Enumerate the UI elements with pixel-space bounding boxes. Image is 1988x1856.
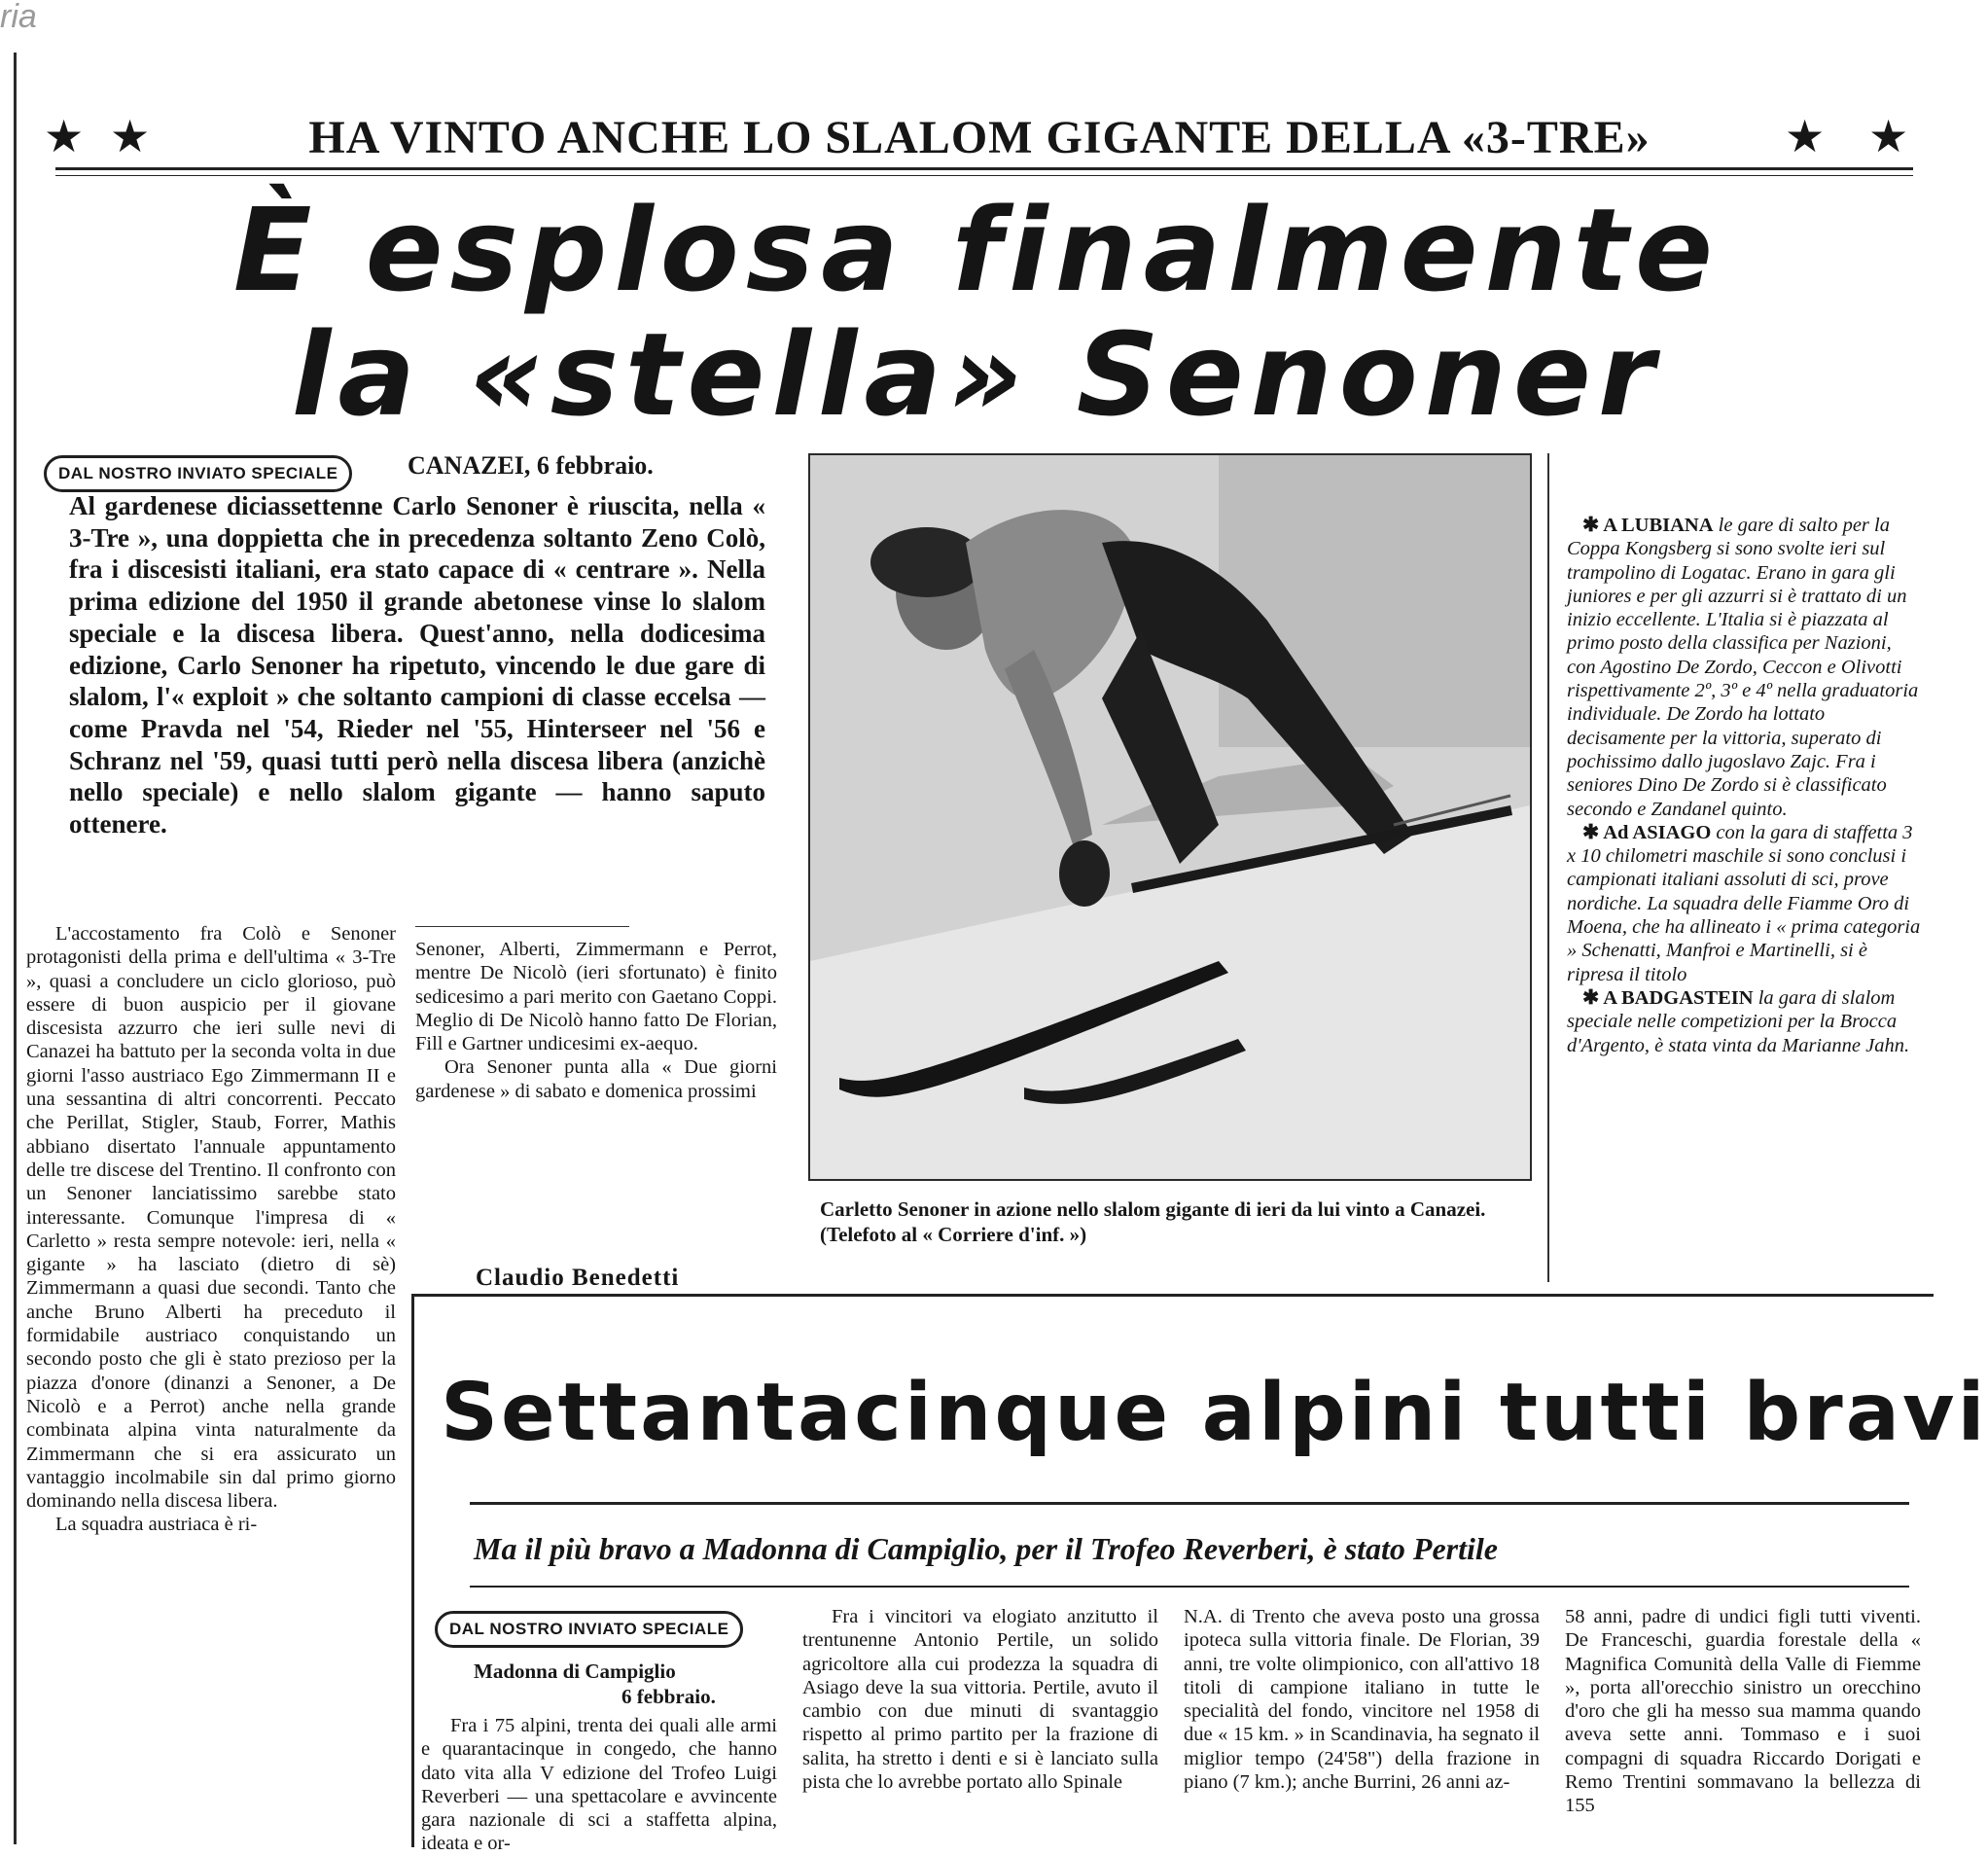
star-icon: ★ <box>44 112 85 161</box>
star-icon: ★ <box>110 112 151 161</box>
skier-photo-illustration <box>810 455 1530 1179</box>
body-column-2 <box>415 938 777 1103</box>
byline-badge: DAL NOSTRO INVIATO SPECIALE <box>44 455 352 492</box>
body-column-1 <box>26 922 396 1838</box>
briefs-divider <box>1547 453 1549 1282</box>
star-icon: ★ <box>1785 112 1826 161</box>
brief-place: Ad ASIAGO <box>1603 821 1712 843</box>
second-headline: Settantacinque alpini tutti bravi <box>441 1367 1988 1459</box>
second-column-1: Fra i 75 alpini, trenta dei quali alle armi e quarantacinque in congedo, che hanno dato vita alla V edizione del Trofeo Luigi Reverberi — una spettacolare e avvincente gara nazionale di sci a staffetta alpina, ideata e or- <box>421 1715 777 1855</box>
brief-text: con la gara di staffetta 3 x 10 chilometri maschile si sono conclusi i campionati italiani assoluti di sci, prove nordiche. La squadra delle Fiamme Oro di Moena, che ha allineato i « prima categoria » Schenatti, Manfroi e Martinelli, si è ripresa il titolo <box>1567 821 1921 985</box>
second-column-3: N.A. di Trento che aveva posto una grossa ipoteca sulla vittoria finale. De Florian, 39 anni, tre volte olimpionico, con all'attivo 18 titoli di campione italiano in tutte le specialità del fondo, vincitore nel 1958 di due « 15 km. » in Scandinavia, ha segnato il miglior tempo (24'58") della frazione in piano (7 km.); anche Burrini, 26 anni az- <box>1184 1606 1540 1794</box>
deck-rule-top <box>470 1502 1909 1505</box>
cropped-masthead-fragment: ria <box>0 0 37 35</box>
body-column-2-text: Senoner, Alberti, Zimmermann e Perrot, mentre De Nicolò (ieri sfortunato) è finito sedicesimo a pari merito con Gaetano Coppi. Meglio di De Nicolò hanno fatto De Florian, Fill e Gartner undicesimi ex-aequo. <box>415 939 777 1055</box>
kicker-bar <box>17 107 1936 161</box>
brief-text: le gare di salto per la Coppa Kongsberg si sono svolte ieri sul trampolino di Logatac. Erano in gara gli juniores e per gli azzurri si è trattato di un inizio eccellente. L'Italia si è piazzata al primo posto della classifica per Nazioni, con Agostino De Zordo, Ceccon e Olivotti rispettivamente 2º, 3º e 4º nella graduatoria individuale. De Zordo ha lottato decisamente per la vittoria, superato di pochissimo dallo jugoslavo Zajc. Fra i seniores Dino De Zordo si è classificato secondo e Zandanel quinto. <box>1567 515 1919 820</box>
brief-place: A LUBIANA <box>1603 515 1714 536</box>
body-column-1-text: L'accostamento fra Colò e Senoner protagonisti della prima e dell'ultima « 3-Tre », quasi a concludere un ciclo glorioso, può essere di buon auspicio per il giovane discesista azzurro che ieri sulle nevi di Canazei ha battuto per la seconda volta in due giorni l'asso austriaco Ego Zimmermann II e una sessantina di altri concorrenti. Peccato che Perillat, Stigler, Staub, Forrer, Mathis abbiano disertato l'annuale appuntamento delle tre discese del Trentino. Il confronto con un Senoner lanciatissimo sarebbe stato interessante. Comunque l'impresa di « Carletto » resta sempre notevole: ieri, nella « gigante » ha lasciato (dietro di sè) Zimmermann a quasi due secondi. Tanto che anche Bruno Alberti ha preceduto il formidabile austriaco conquistando un secondo posto che gli è stato prezioso per la piazza d'onore (dinanzi a Senoner, a De Nicolò e a Perrot) anche nella grande combinata alpina vinta naturalmente da Zimmermann che si era assicurato un vantaggio incolmabile sin dal primo giorno dominando nella discesa libera. <box>26 923 396 1513</box>
kicker-text: HA VINTO ANCHE LO SLALOM GIGANTE DELLA «3-TRE» <box>308 112 1651 163</box>
brief-item <box>1567 821 1925 986</box>
brief-bullet-icon: ✱ <box>1582 515 1600 536</box>
headline-line-1: È esplosa finalmente <box>232 183 1721 317</box>
headline-line-2: la «stella» Senoner <box>291 307 1662 442</box>
body-column-2-text-2: Ora Senoner punta alla « Due giorni gardenese » di sabato e domenica prossimi <box>415 1056 777 1102</box>
star-icon: ★ <box>1868 112 1909 161</box>
brief-text: la gara di slalom speciale nelle competizioni per la Brocca d'Argento, è stata vinta da Marianne Jahn. <box>1567 986 1910 1056</box>
lead-paragraph: Al gardenese diciassettenne Carlo Senoner è riuscita, nella « 3-Tre », una doppietta che in precedenza soltanto Zeno Colò, fra i discesisti italiani, era stato capace di « centrare ». Nella prima edizione del 1950 il grande abetonese vinse lo slalom speciale e la discesa libera. Quest'anno, nella dodicesima edizione, Carlo Senoner ha ripetuto, vincendo le due gare di slalom, l'« exploit » che soltanto campioni di classe eccelsa — come Pravda nel '54, Rieder nel '55, Hinterseer nel '56 e Schranz nel '59, quasi tutti però nella discesa libera (anzichè nello speciale) e nello slalom gigante — hanno saputo ottenere. <box>69 491 765 839</box>
second-column-4: 58 anni, padre di undici figli tutti viventi. De Franceschi, guardia forestale della « Magnifica Comunità della Valle di Fiemme », porta all'orecchio sinistro un orecchino d'oro che gli ha messo sua mamma quando aveva sette anni. Tommaso e i suoi compagni di squadra Riccardo Dorigati e Remo Trentini sommavano la bellezza di 155 <box>1565 1606 1921 1817</box>
brief-item <box>1567 986 1925 1057</box>
skier-photo <box>808 453 1532 1181</box>
deck-rule-bottom <box>470 1586 1909 1588</box>
dateline: CANAZEI, 6 febbraio. <box>408 451 654 480</box>
kicker-rule-thin <box>55 175 1913 176</box>
news-briefs <box>1567 514 1925 1057</box>
brief-item <box>1567 514 1925 821</box>
brief-bullet-icon: ✱ <box>1582 821 1600 843</box>
second-deck: Ma il più bravo a Madonna di Campiglio, per il Trofeo Reverberi, è stato Pertile <box>474 1531 1498 1566</box>
kicker-rule <box>55 167 1913 170</box>
second-column-2: Fra i vincitori va elogiato anzitutto il trentunenne Antonio Pertile, un solido agricoltore alla cui prodezza la squadra di Asiago deve la sua vittoria. Pertile, avuto il cambio con due minuti di svantaggio rispetto al primo partito per la frazione di salita, ha stretto i denti e si è lanciato sulla pista che lo avrebbe portato allo Spinale <box>802 1606 1158 1794</box>
body-column-1-continued: La squadra austriaca è ri- <box>55 1514 258 1536</box>
newspaper-page <box>14 53 1988 1855</box>
brief-bullet-icon: ✱ <box>1582 986 1600 1009</box>
brief-place: A BADGASTEIN <box>1603 986 1754 1009</box>
photo-caption: Carletto Senoner in azione nello slalom gigante di ieri da lui vinto a Canazei. (Telefoto al « Corriere d'inf. ») <box>820 1197 1486 1246</box>
column-rule <box>415 926 629 927</box>
byline-badge-2: DAL NOSTRO INVIATO SPECIALE <box>435 1611 743 1648</box>
dateline-2-date: 6 febbraio. <box>621 1685 716 1708</box>
dateline-2-place: Madonna di Campiglio <box>474 1660 676 1683</box>
signature: Claudio Benedetti <box>476 1265 680 1291</box>
